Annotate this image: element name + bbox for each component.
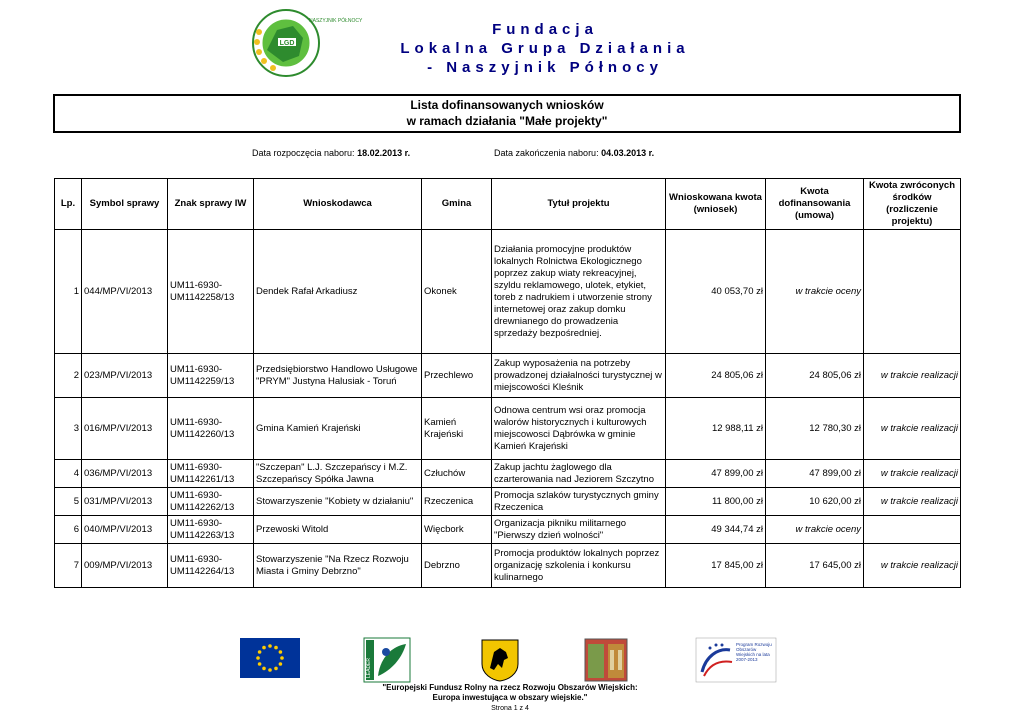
cell-lp: 1 — [55, 230, 82, 354]
prow-logo — [696, 638, 776, 682]
cell-kwota-dofinansowania: 47 899,00 zł — [766, 460, 864, 488]
cell-gmina: Okonek — [422, 230, 492, 354]
cell-symbol: 009/MP/VI/2013 — [82, 544, 168, 588]
header-wnioskodawca: Wnioskodawca — [254, 179, 422, 230]
header-kwota-dofinansowania: Kwota dofinansowania (umowa) — [766, 179, 864, 230]
cell-lp: 3 — [55, 398, 82, 460]
cell-kwota-wnioskowana: 49 344,74 zł — [666, 516, 766, 544]
table-row — [55, 488, 961, 516]
kujawsko-coat-of-arms — [584, 638, 628, 682]
cell-kwota-wnioskowana: 11 800,00 zł — [666, 488, 766, 516]
table-row — [55, 230, 961, 354]
header-tytul: Tytuł projektu — [492, 179, 666, 230]
cell-kwota-dofinansowania: 10 620,00 zł — [766, 488, 864, 516]
footer-slogan-line2: Europa inwestująca w obszary wiejskie." — [432, 693, 588, 702]
table-header-row — [55, 179, 961, 230]
cell-tytul: Organizacja pikniku militarnego "Pierwszy dzień wolności" — [492, 516, 666, 544]
table-row — [55, 544, 961, 588]
cell-symbol: 036/MP/VI/2013 — [82, 460, 168, 488]
cell-znak: UM11-6930-UM1142263/13 — [168, 516, 254, 544]
cell-tytul: Działania promocyjne produktów lokalnych Rolnictwa Ekologicznego poprzez zakup wiaty rekreacyjnej, szyldu reklamowego, ulotek, etykiet, toreb z nadrukiem i utworzenie strony internetowej oraz zakup domku drewnianego do prowadzenia sprzedaży bezpośredniej. — [492, 230, 666, 354]
cell-tytul: Promocja szlaków turystycznych gminy Rzeczenica — [492, 488, 666, 516]
cell-kwota-dofinansowania: 17 645,00 zł — [766, 544, 864, 588]
start-date — [252, 148, 410, 158]
cell-gmina: Przechlewo — [422, 354, 492, 398]
cell-kwota-zwroconych: w trakcie realizacji — [864, 354, 961, 398]
header-kwota-wnioskowana: Wnioskowana kwota (wniosek) — [666, 179, 766, 230]
org-title-line3: - Naszyjnik Północy — [427, 59, 663, 76]
leader-logo — [364, 638, 410, 682]
cell-znak: UM11-6930-UM1142264/13 — [168, 544, 254, 588]
cell-znak: UM11-6930-UM1142260/13 — [168, 398, 254, 460]
leader-logo-text: LEADER — [366, 657, 372, 678]
cell-symbol: 040/MP/VI/2013 — [82, 516, 168, 544]
cell-wnioskodawca: "Szczepan" L.J. Szczepańscy i M.Z. Szczepańscy Spółka Jawna — [254, 460, 422, 488]
cell-kwota-wnioskowana: 12 988,11 zł — [666, 398, 766, 460]
header-kwota-zwroconych: Kwota zwróconych środków (rozliczenie projektu) — [864, 179, 961, 230]
list-title-line1: Lista dofinansowanych wniosków — [410, 98, 604, 112]
cell-wnioskodawca: Przewoski Witold — [254, 516, 422, 544]
pomorskie-coat-of-arms — [480, 638, 520, 682]
organization-title — [330, 20, 760, 77]
header-symbol: Symbol sprawy — [82, 179, 168, 230]
table-row — [55, 460, 961, 488]
footer-slogan-line1: "Europejski Fundusz Rolny na rzecz Rozwoju Obszarów Wiejskich: — [382, 683, 638, 692]
cell-znak: UM11-6930-UM1142262/13 — [168, 488, 254, 516]
header-gmina: Gmina — [422, 179, 492, 230]
lgd-logo-ring-text: NASZYJNIK PÓŁNOCY — [309, 18, 363, 24]
page-number: Strona 1 z 4 — [491, 705, 529, 712]
lgd-logo — [245, 8, 363, 78]
cell-kwota-zwroconych — [864, 230, 961, 354]
prow-logo-text: Program Rozwoju Obszarów Wiejskich na lata 2007-2013 — [736, 642, 772, 662]
cell-lp: 6 — [55, 516, 82, 544]
cell-gmina: Więcbork — [422, 516, 492, 544]
end-date-value: 04.03.2013 r. — [601, 148, 655, 158]
cell-kwota-dofinansowania: 24 805,06 zł — [766, 354, 864, 398]
cell-kwota-wnioskowana: 24 805,06 zł — [666, 354, 766, 398]
lgd-logo-text: LGD — [279, 40, 295, 47]
cell-kwota-wnioskowana: 17 845,00 zł — [666, 544, 766, 588]
cell-wnioskodawca: Stowarzyszenie "Na Rzecz Rozwoju Miasta i Gminy Debrzno" — [254, 544, 422, 588]
cell-lp: 2 — [55, 354, 82, 398]
end-date — [494, 148, 654, 158]
cell-wnioskodawca: Stowarzyszenie "Kobiety w działaniu" — [254, 488, 422, 516]
cell-gmina: Debrzno — [422, 544, 492, 588]
list-title-line2: w ramach działania "Małe projekty" — [406, 114, 608, 128]
org-title-line2: Lokalna Grupa Działania — [400, 40, 690, 57]
cell-kwota-dofinansowania: w trakcie oceny — [766, 516, 864, 544]
table-row — [55, 516, 961, 544]
cell-kwota-dofinansowania: w trakcie oceny — [766, 230, 864, 354]
cell-gmina: Człuchów — [422, 460, 492, 488]
cell-tytul: Odnowa centrum wsi oraz promocja walorów historycznych i kulturowych miejscowosci Dąbrówka w gminie Kamień Krajeński — [492, 398, 666, 460]
cell-symbol: 016/MP/VI/2013 — [82, 398, 168, 460]
cell-lp: 7 — [55, 544, 82, 588]
footer-slogan — [360, 683, 660, 703]
cell-wnioskodawca: Przedsiębiorstwo Handlowo Usługowe "PRYM" Justyna Halusiak - Toruń — [254, 354, 422, 398]
table-row — [55, 354, 961, 398]
cell-tytul: Promocja produktów lokalnych poprzez organizację szkolenia i konkursu kulinarnego — [492, 544, 666, 588]
grants-table — [54, 178, 961, 588]
cell-gmina: Kamień Krajeński — [422, 398, 492, 460]
list-title-box — [53, 94, 961, 133]
cell-symbol: 023/MP/VI/2013 — [82, 354, 168, 398]
cell-kwota-zwroconych: w trakcie realizacji — [864, 544, 961, 588]
cell-kwota-wnioskowana: 47 899,00 zł — [666, 460, 766, 488]
cell-symbol: 031/MP/VI/2013 — [82, 488, 168, 516]
cell-lp: 5 — [55, 488, 82, 516]
eu-flag-logo — [240, 638, 300, 682]
cell-kwota-zwroconych — [864, 516, 961, 544]
cell-tytul: Zakup wyposażenia na potrzeby prowadzonej działalności turystycznej w miejscowości Kleśnik — [492, 354, 666, 398]
cell-znak: UM11-6930-UM1142258/13 — [168, 230, 254, 354]
start-date-value: 18.02.2013 r. — [357, 148, 411, 158]
header-lp: Lp. — [55, 179, 82, 230]
cell-wnioskodawca: Dendek Rafał Arkadiusz — [254, 230, 422, 354]
cell-tytul: Zakup jachtu żaglowego dla czarterowania nad Jeziorem Szczytno — [492, 460, 666, 488]
end-date-label: Data zakończenia naboru: — [494, 148, 599, 158]
cell-symbol: 044/MP/VI/2013 — [82, 230, 168, 354]
cell-znak: UM11-6930-UM1142261/13 — [168, 460, 254, 488]
start-date-label: Data rozpoczęcia naboru: — [252, 148, 355, 158]
header-znak: Znak sprawy IW — [168, 179, 254, 230]
cell-gmina: Rzeczenica — [422, 488, 492, 516]
cell-kwota-zwroconych: w trakcie realizacji — [864, 488, 961, 516]
cell-kwota-zwroconych: w trakcie realizacji — [864, 398, 961, 460]
cell-wnioskodawca: Gmina Kamień Krajeński — [254, 398, 422, 460]
org-title-line1: Fundacja — [492, 21, 598, 38]
cell-kwota-dofinansowania: 12 780,30 zł — [766, 398, 864, 460]
cell-kwota-wnioskowana: 40 053,70 zł — [666, 230, 766, 354]
cell-znak: UM11-6930-UM1142259/13 — [168, 354, 254, 398]
cell-kwota-zwroconych: w trakcie realizacji — [864, 460, 961, 488]
cell-lp: 4 — [55, 460, 82, 488]
table-row — [55, 398, 961, 460]
